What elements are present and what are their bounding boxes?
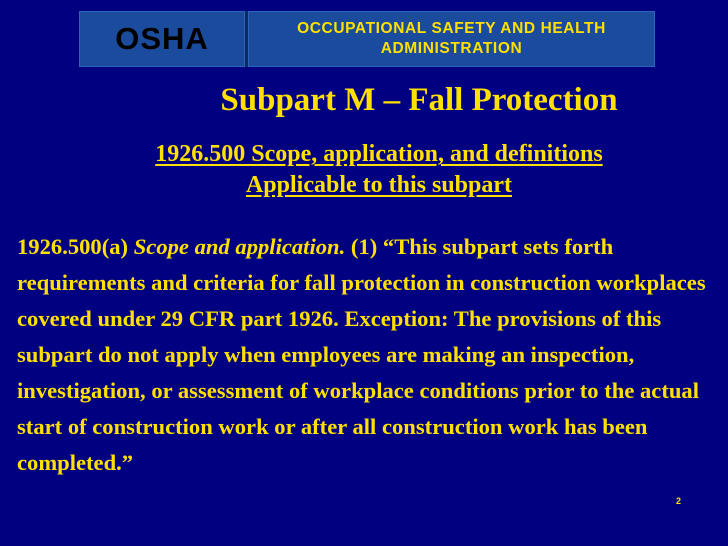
slide-subtitle [0, 139, 728, 201]
regulation-heading: Scope and application. [133, 234, 346, 259]
header-bar [79, 11, 655, 67]
agency-name-line2: ADMINISTRATION [380, 40, 523, 57]
osha-logo [79, 11, 245, 67]
regulation-text [17, 229, 707, 481]
page-number: 2 [676, 496, 682, 506]
agency-name-box [248, 11, 655, 67]
regulation-body: (1) “This subpart sets forth requirements and criteria for fall protection in construction workplaces covered under 29 CFR part 1926. Exception: The provisions of this subpart do not apply when employees are making an inspection, investigation, or assessment of workplace conditions prior to the actual start of construction work or after all construction work has been completed.” [17, 234, 706, 475]
osha-logo-text: OSHA [115, 21, 209, 56]
regulation-citation: 1926.500(a) [17, 234, 134, 259]
subtitle-line2: Applicable to this subpart [245, 172, 513, 198]
agency-name-line1: OCCUPATIONAL SAFETY AND HEALTH [297, 20, 606, 37]
subtitle-line1: 1926.500 Scope, application, and definitions [155, 141, 603, 167]
slide-title: Subpart M – Fall Protection [220, 82, 618, 118]
